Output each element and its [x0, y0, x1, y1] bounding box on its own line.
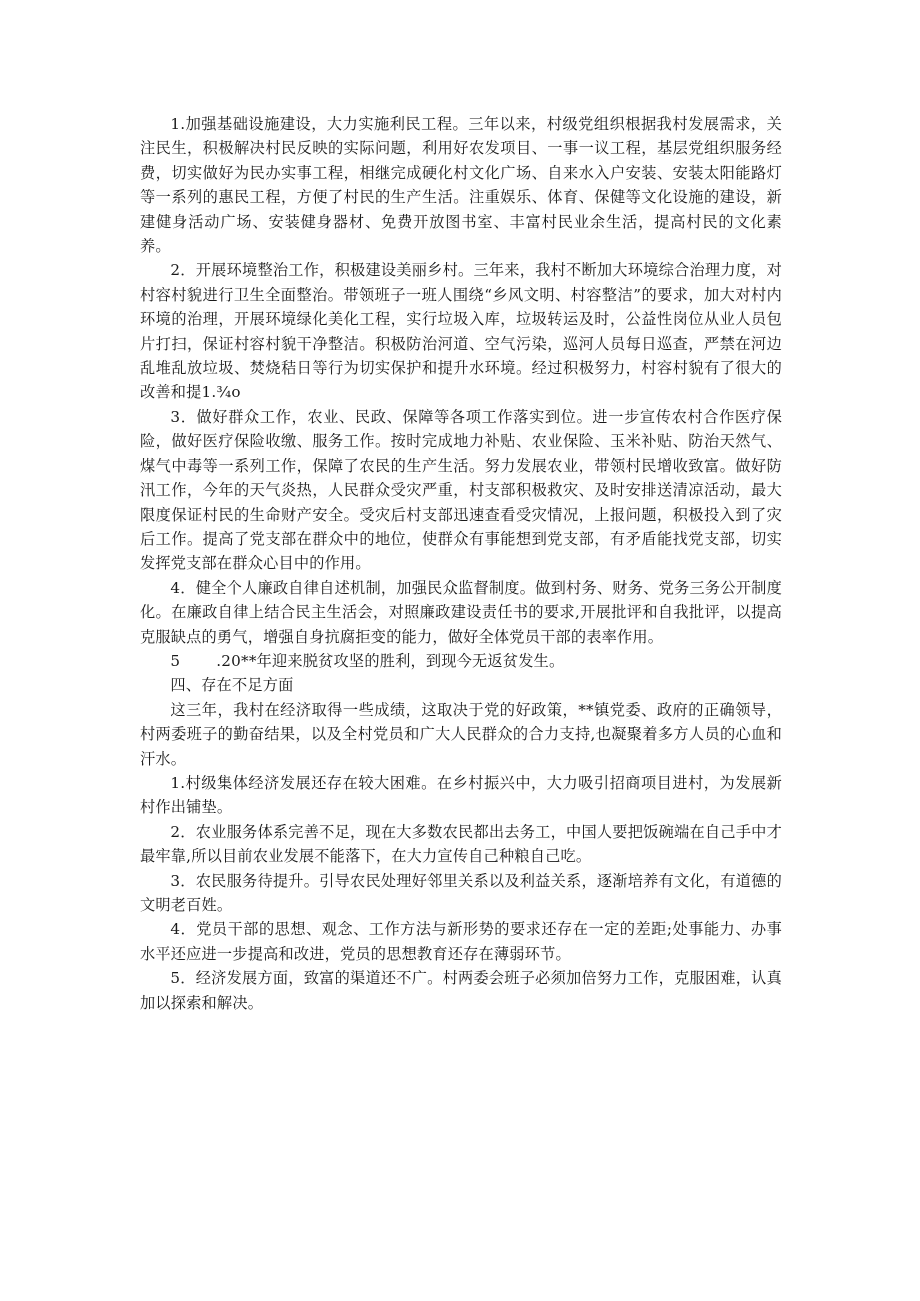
paragraph-shortcoming-3: 3．农民服务待提升。引导农民处理好邻里关系以及利益关系，逐渐培养有文化，有道德的文明老百姓。 — [140, 871, 782, 914]
item-number: 5 — [170, 651, 181, 670]
paragraph-shortcoming-1: 1.村级集体经济发展还存在较大困难。在乡村振兴中，大力吸引招商项目进村，为发展新村作出铺垫。 — [140, 773, 782, 817]
item-text: .20**年迎来脱贫攻坚的胜利，到现今无返贫发生。 — [216, 651, 565, 670]
paragraph-environment: 2．开展环境整治工作，积极建设美丽乡村。三年来，我村不断加大环境综合治理力度，对村容村貌进行卫生全面整治。带领班子一班人围绕“乡风文明、村容整洁”的要求，加大对村内环境的治理，开展环境绿化美化工程，实行垃圾入库，垃圾转运及时，公益性岗位从业人员包片打扫，保证村容村貌干净整洁。积极防治河道、空气污染，巡河人员每日巡查，严禁在河边乱堆乱放垃圾、焚烧秸日等行为切实保护和提升水环境。经过积极努力，村容村貌有了很大的改善和提1.¾o — [140, 261, 782, 402]
paragraph-infrastructure: 1.加强基础设施建设，大力实施利民工程。三年以来，村级党组织根据我村发展需求，关注民生，积极解决村民反映的实际问题，利用好农发项目、一事一议工程，基层党组织服务经费，切实做好为民办实事工程，相继完成硬化村文化广场、自来水入户安装、安装太阳能路灯等一系列的惠民工程，方便了村民的生产生活。注重娱乐、体育、保健等文化设施的建设，新建健身活动广场、安装健身器材、免费开放图书室、丰富村民业余生活，提高村民的文化素养。 — [140, 115, 782, 256]
paragraph-shortcoming-2: 2．农业服务体系完善不足，现在大多数农民都出去务工，中国人要把饭碗端在自己手中才最牢靠,所以目前农业发展不能落下，在大力宣传自己种粮自己吃。 — [140, 822, 782, 866]
paragraph-integrity: 4．健全个人廉政自律自述机制，加强民众监督制度。做到村务、财务、党务三务公开制度化。在廉政自律上结合民主生活会，对照廉政建设责任书的要求,开展批评和自我批评，以提高克服缺点的勇气，增强自身抗腐拒变的能力，做好全体党员干部的表率作用。 — [140, 578, 782, 646]
paragraph-poverty — [140, 649, 782, 673]
paragraph-shortcoming-5: 5．经济发展方面，致富的渠道还不广。村两委会班子必须加倍努力工作，克服困难，认真加以探索和解决。 — [140, 969, 782, 1012]
paragraph-shortcoming-4: 4．党员干部的思想、观念、工作方法与新形势的要求还存在一定的差距;处事能力、办事水平还应进一步提高和改进，党员的思想教育还存在薄弱环节。 — [140, 920, 782, 963]
section-heading: 四、存在不足方面 — [170, 676, 294, 695]
paragraph-masses-work: 3．做好群众工作，农业、民政、保障等各项工作落实到位。进一步宣传农村合作医疗保险，做好医疗保险收缴、服务工作。按时完成地力补贴、农业保险、玉米补贴、防治天然气、煤气中毒等一系列工作，保障了农民的生产生活。努力发展农业，带领村民增收致富。做好防汛工作，今年的天气炎热，人民群众受灾严重，村支部积极救灾、及时安排送清凉活动，最大限度保证村民的生命财产安全。受灾后村支部迅速查看受灾情况，上报问题，积极投入到了灾后工作。提高了党支部在群众中的地位，使群众有事能想到党支部，有矛盾能找党支部，切实发挥党支部在群众心目中的作用。 — [140, 407, 782, 573]
document-body — [140, 112, 782, 1015]
paragraph-summary: 这三年，我村在经济取得一些成绩，这取决于党的好政策，**镇党委、政府的正确领导，村两委班子的勤奋结果，以及全村党员和广大人民群众的合力支持,也凝聚着多方人员的心血和汗水。 — [140, 700, 782, 768]
